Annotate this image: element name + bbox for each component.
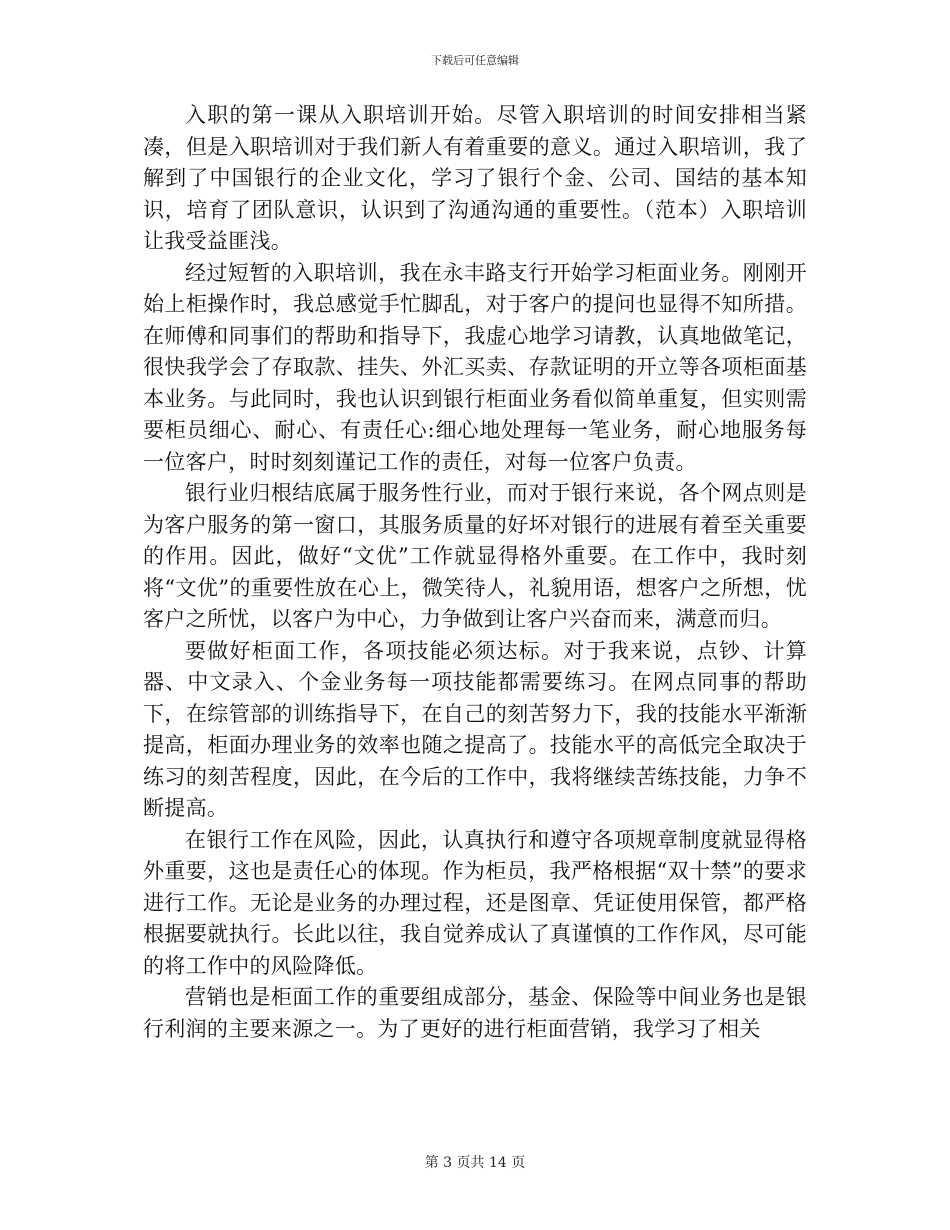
paragraph-4: 要做好柜面工作，各项技能必须达标。对于我来说，点钞、计算器、中文录入、个金业务每一项技能都需要练习。在网点同事的帮助下，在综管部的训练指导下，在自己的刻苦努力下，我的技能水平渐渐提高，柜面办理业务的效率也随之提高了。技能水平的高低完全取决于练习的刻苦程度，因此，在今后的工作中，我将继续苦练技能，力争不断提高。 <box>143 638 807 820</box>
page-number: 第 3 页共 14 页 <box>424 1155 526 1171</box>
page-header-note: 下载后可任意编辑 <box>431 54 519 67</box>
paragraph-5: 在银行工作在风险，因此，认真执行和遵守各项规章制度就显得格外重要，这也是责任心的体现。作为柜员，我严格根据“双十禁”的要求进行工作。无论是业务的办理过程，还是图章、凭证使用保管，都严格根据要就执行。长此以往，我自觉养成认了真谨慎的工作作风，尽可能的将工作中的风险降低。 <box>143 827 807 978</box>
paragraph-1: 入职的第一课从入职培训开始。尽管入职培训的时间安排相当紧凑，但是入职培训对于我们新人有着重要的意义。通过入职培训，我了解到了中国银行的企业文化，学习了银行个金、公司、国结的基本知识，培育了团队意识，认识到了沟通沟通的重要性。（范本）入职培训让我受益匪浅。 <box>143 103 807 253</box>
paragraph-3: 银行业归根结底属于服务性行业，而对于银行来说，各个网点则是为客户服务的第一窗口，其服务质量的好坏对银行的进展有着至关重要的作用。因此，做好“文优”工作就显得格外重要。在工作中，我时刻将“文优”的重要性放在心上，微笑待人，礼貌用语，想客户之所想，忧客户之所忧，以客户为中心，力争做到让客户兴奋而来，满意而归。 <box>143 481 807 631</box>
document-body <box>143 100 807 1045</box>
paragraph-2: 经过短暂的入职培训，我在永丰路支行开始学习柜面业务。刚刚开始上柜操作时，我总感觉手忙脚乱，对于客户的提问也显得不知所措。在师傅和同事们的帮助和指导下，我虚心地学习请教，认真地做笔记，很快我学会了存取款、挂失、外汇买卖、存款证明的开立等各项柜面基本业务。与此同时，我也认识到银行柜面业务看似简单重复，但实则需要柜员细心、耐心、有责任心:细心地处理每一笔业务，耐心地服务每一位客户，时时刻刻谨记工作的责任，对每一位客户负责。 <box>143 260 807 474</box>
paragraph-6: 营销也是柜面工作的重要组成部分，基金、保险等中间业务也是银行利润的主要来源之一。为了更好的进行柜面营销，我学习了相关 <box>143 985 807 1041</box>
